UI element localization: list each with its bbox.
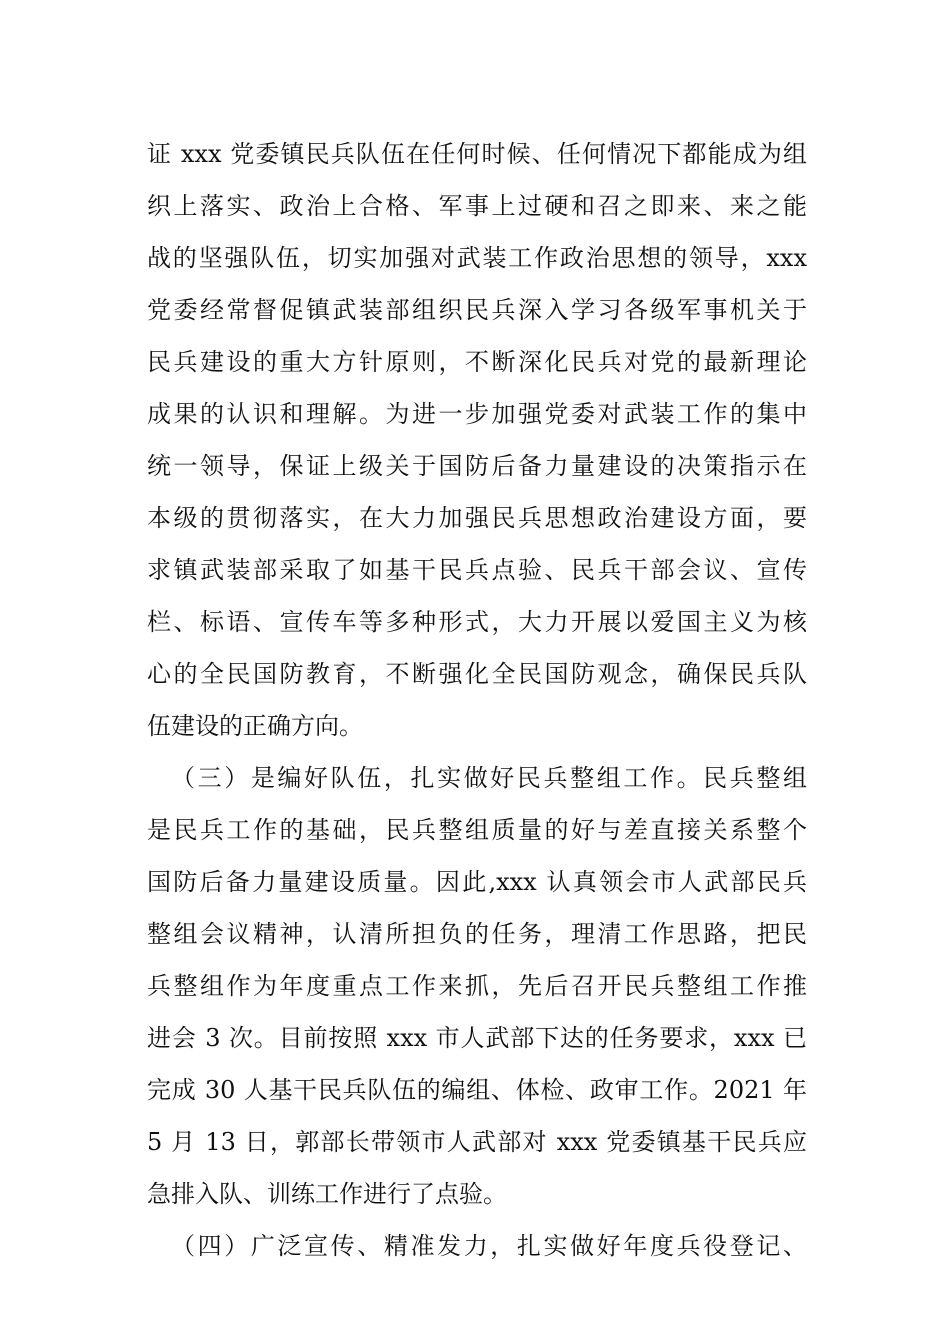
- paragraph-end-line: 伍建设的正确方向。: [147, 712, 363, 740]
- text-line: 整组会议精神，认清所担负的任务，理清工作思路，把民: [147, 920, 807, 948]
- text-line: 证 xxx 党委镇民兵队伍在任何时候、任何情况下都能成为组: [147, 140, 807, 168]
- text-line: 统一领导，保证上级关于国防后备力量建设的决策指示在: [147, 452, 807, 480]
- text-line: 民兵建设的重大方针原则，不断深化民兵对党的最新理论: [147, 348, 807, 376]
- text-line: 栏、标语、宣传车等多种形式，大力开展以爱国主义为核: [147, 608, 807, 636]
- text-line: 是民兵工作的基础，民兵整组质量的好与差直接关系整个: [147, 816, 807, 844]
- text-line: 战的坚强队伍，切实加强对武装工作政治思想的领导，xxx: [147, 244, 807, 272]
- text-line: 成果的认识和理解。为进一步加强党委对武装工作的集中: [147, 400, 807, 428]
- text-line: 党委经常督促镇武装部组织民兵深入学习各级军事机关于: [147, 296, 807, 324]
- text-line: 国防后备力量建设质量。因此,xxx 认真领会市人武部民兵: [147, 868, 807, 896]
- text-line: 本级的贯彻落实，在大力加强民兵思想政治建设方面，要: [147, 504, 807, 532]
- text-line: 织上落实、政治上合格、军事上过硬和召之即来、来之能: [147, 192, 807, 220]
- paragraph-first-line: （三）是编好队伍，扎实做好民兵整组工作。民兵整组: [171, 764, 807, 792]
- text-line: 求镇武装部采取了如基干民兵点验、民兵干部会议、宣传: [147, 556, 807, 584]
- text-line: 兵整组作为年度重点工作来抓，先后召开民兵整组工作推: [147, 972, 807, 1000]
- text-line: 5 月 13 日，郭部长带领市人武部对 xxx 党委镇基干民兵应: [147, 1128, 807, 1156]
- paragraph-end-line: 急排入队、训练工作进行了点验。: [147, 1180, 507, 1208]
- paragraph-first-line: （四）广泛宣传、精准发力，扎实做好年度兵役登记、: [171, 1232, 807, 1260]
- text-line: 完成 30 人基干民兵队伍的编组、体检、政审工作。2021 年: [147, 1076, 807, 1104]
- text-line: 心的全民国防教育，不断强化全民国防观念，确保民兵队: [147, 660, 807, 688]
- text-line: 进会 3 次。目前按照 xxx 市人武部下达的任务要求，xxx 已: [147, 1024, 807, 1052]
